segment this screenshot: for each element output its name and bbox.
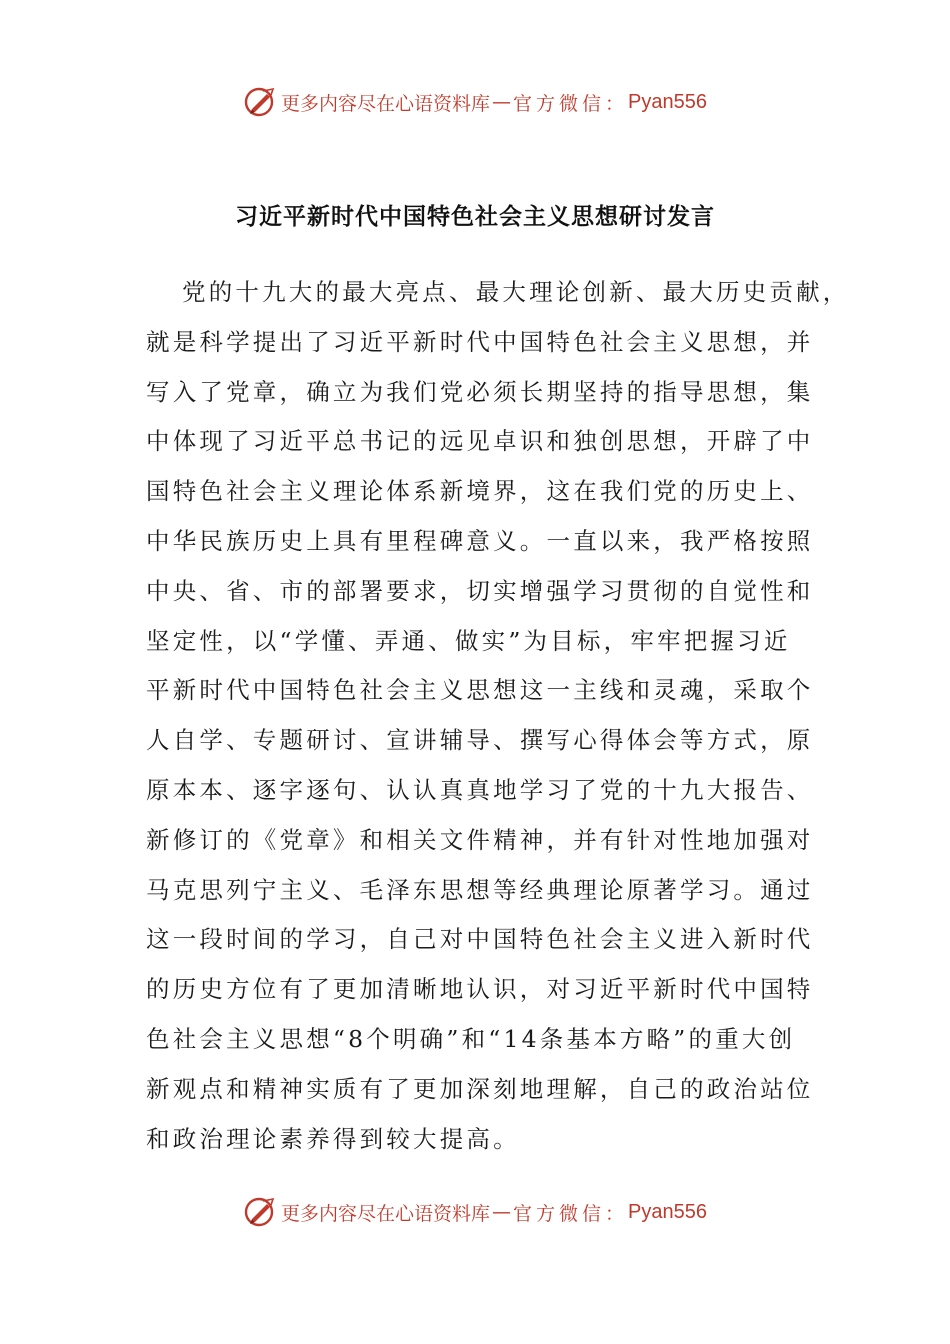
pen-logo-icon (243, 1195, 277, 1229)
body-line: 马克思列宁主义、毛泽东思想等经典理论原著学习。通过 (146, 875, 814, 904)
watermark-wechat-id: Pyan556 (628, 90, 707, 113)
header-watermark (0, 80, 950, 124)
watermark-wechat-label: 官方微信： (513, 1202, 629, 1225)
body-line: 人自学、专题研讨、宣讲辅导、撰写心得体会等方式，原 (146, 726, 814, 755)
watermark-text: 更多内容尽在心语资料库 (281, 92, 491, 115)
watermark-text: 更多内容尽在心语资料库 (281, 1202, 491, 1225)
pen-logo-icon (243, 85, 277, 119)
body-line: 写入了党章，确立为我们党必须长期坚持的指导思想，集 (146, 377, 814, 406)
footer-watermark (0, 1190, 950, 1234)
document-title: 习近平新时代中国特色社会主义思想研讨发言 (235, 203, 715, 230)
watermark-wechat-id: Pyan556 (628, 1200, 707, 1223)
body-line: 原本本、逐字逐句、认认真真地学习了党的十九大报告、 (146, 775, 814, 804)
body-line: 色社会主义思想“8个明确”和“14条基本方略”的重大创 (146, 1024, 796, 1053)
body-line: 新修订的《党章》和相关文件精神，并有针对性地加强对 (146, 825, 814, 854)
body-line: 平新时代中国特色社会主义思想这一主线和灵魂，采取个 (146, 676, 814, 705)
body-line: 党的十九大的最大亮点、最大理论创新、最大历史贡献， (182, 278, 850, 306)
body-line: 的历史方位有了更加清晰地认识，对习近平新时代中国特 (146, 975, 814, 1004)
body-line: 这一段时间的学习，自己对中国特色社会主义进入新时代 (146, 925, 814, 954)
document-body (146, 268, 850, 1164)
body-line: 中体现了习近平总书记的远见卓识和独创思想，开辟了中 (146, 427, 814, 456)
watermark-dash: — (492, 1201, 512, 1223)
body-line: 中华民族历史上具有里程碑意义。一直以来，我严格按照 (146, 526, 814, 555)
body-line: 和政治理论素养得到较大提高。 (146, 1124, 520, 1153)
body-line: 就是科学提出了习近平新时代中国特色社会主义思想，并 (146, 327, 814, 356)
body-line: 国特色社会主义理论体系新境界，这在我们党的历史上、 (146, 477, 814, 506)
body-line: 坚定性，以“学懂、弄通、做实”为目标，牢牢把握习近 (146, 626, 791, 655)
body-line: 中央、省、市的部署要求，切实增强学习贯彻的自觉性和 (146, 576, 814, 605)
watermark-dash: — (492, 91, 512, 113)
watermark-wechat-label: 官方微信： (513, 92, 629, 115)
body-line: 新观点和精神实质有了更加深刻地理解，自己的政治站位 (146, 1074, 814, 1103)
